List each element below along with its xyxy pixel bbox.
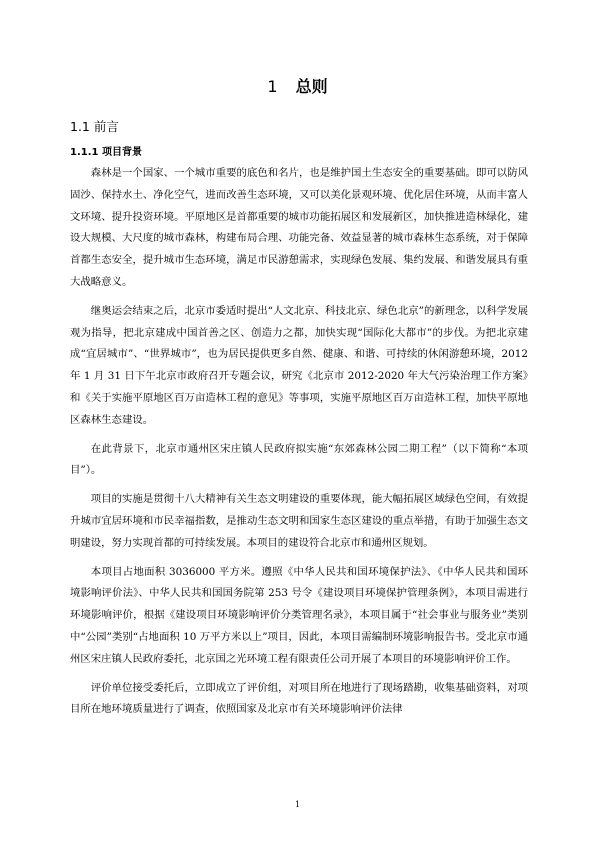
subsection-heading: 1.1.1 项目背景 [70, 147, 142, 158]
paragraph: 森林是一个国家、一个城市重要的底色和名片，也是维护国土生态安全的重要基础。即可以防风固沙、保持水土、净化空气，进而改善生态环境，又可以美化景观环境、优化居住环境，从而丰富人文环境、提升投资环境。平原地区是首都重要的城市功能拓展区和发展新区，加快推进造林绿化，建设大规模、大尺度的城市森林，构建布局合理、功能完备、效益显著的城市森林生态系统，对于保障首都生态安全，提升城市生态环境，满足市民游憩需求，实现绿色发展、集约发展、和谐发展具有重大战略意义。 [70, 167, 528, 288]
page-number: 1 [294, 800, 301, 809]
body-text [70, 163, 528, 728]
section-heading: 1.1 前言 [70, 119, 119, 134]
chapter-title [0, 74, 595, 97]
chapter-title-text: 总则 [295, 77, 328, 96]
paragraph: 项目的实施是贯彻十八大精神有关生态文明建设的重要体现，能大幅拓展区域绿色空间，有效提升城市宜居环境和市民幸福指数，是推动生态文明和国家生态区建设的重点举措，有助于加强生态文明建设，努力实现首都的可持续发展。本项目的建设符合北京市和通州区规划。 [70, 493, 528, 549]
paragraph: 本项目占地面积 3036000 平方米。遵照《中华人民共和国环境保护法》、《中华人民共和国环境影响评价法》、中华人民共和国国务院第 253 号令《建设项目环境保护管理条例》，本项目需进行环境影响评价，根据《建设项目环境影响评价分类管理名录》，本项目属于“社会事业与服务业”类别中“公园”类别“占地面积 10 万平方米以上”项目，因此，本项目需编制环境影响报告书。受北京市通州区宋庄镇人民政府委托，北京国之光环境工程有限责任公司开展了本项目的环境影响评价工作。 [70, 565, 528, 665]
paragraph: 评价单位接受委托后，立即成立了评价组，对项目所在地进行了现场踏勘，收集基础资料，对项目所在地环境质量进行了调查，依照国家及北京市有关环境影响评价法律 [70, 681, 528, 716]
paragraph: 在此背景下，北京市通州区宋庄镇人民政府拟实施“东郊森林公园二期工程”（以下简称“本项目”）。 [70, 442, 528, 477]
paragraph: 继奥运会结束之后，北京市委适时提出“人文北京、科技北京、绿色北京”的新理念，以科学发展观为指导，把北京建成中国首善之区、创造力之都，加快实现“国际化大都市”的步伐。为把北京建成“宜居城市”、“世界城市”，也为居民提供更多自然、健康、和谐、可持续的休闲游憩环境，2012 年 1 月 31 日下午北京市政府召开专题会议，研究《北京市 2012-2020 年大气污染治理工作方案》和《关于实施平原地区百万亩造林工程的意见》等事项，实施平原地区百万亩造林工程，加快平原地区森林生态建设。 [70, 304, 528, 426]
chapter-number: 1 [267, 77, 278, 96]
